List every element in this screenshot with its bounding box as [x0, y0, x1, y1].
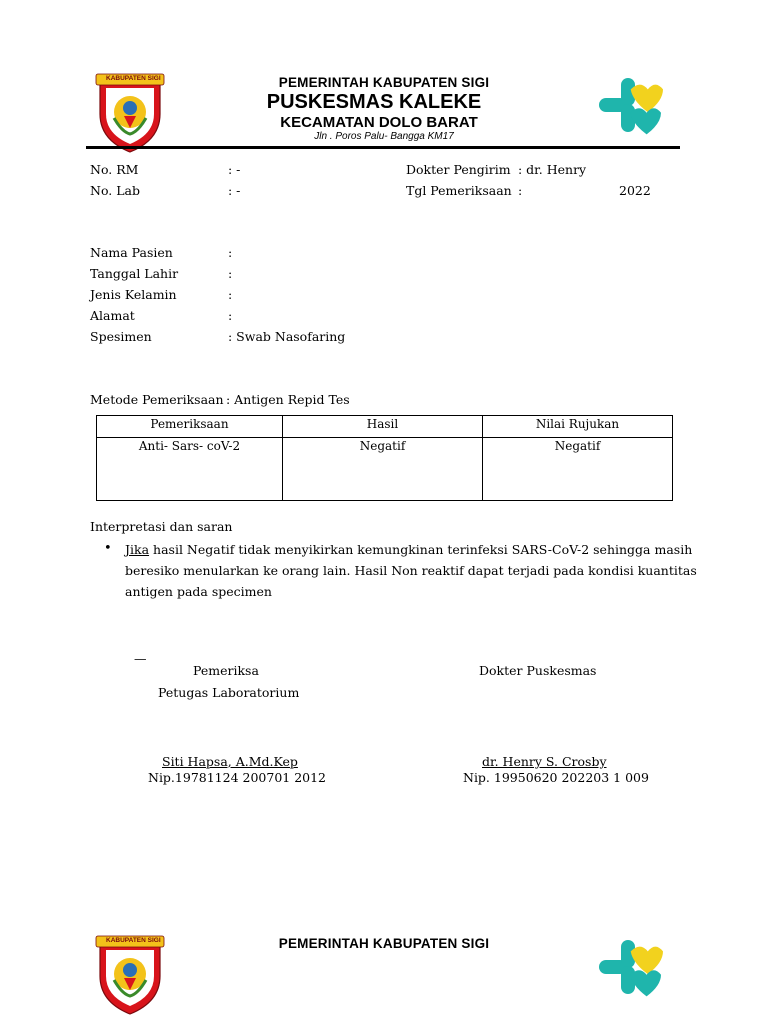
examiner-name: Siti Hapsa, A.Md.Kep [162, 754, 298, 769]
table-header-row [97, 416, 673, 438]
footer-government-title: PEMERINTAH KABUPATEN SIGI [278, 936, 490, 951]
government-title: PEMERINTAH KABUPATEN SIGI [278, 75, 490, 90]
rm-value: : - [228, 162, 241, 177]
kemenkes-logo [593, 72, 673, 140]
table-row [97, 438, 673, 501]
footer-emblem-banner-text: KABUPATEN SIGI [106, 937, 161, 944]
bullet-icon: • [104, 541, 112, 556]
address-label: Alamat [90, 308, 135, 323]
specimen-label: Spesimen [90, 329, 152, 344]
emblem-banner-text: KABUPATEN SIGI [106, 75, 161, 82]
patient-name-value: : [228, 245, 233, 260]
doctor-label: Dokter Pengirim [406, 162, 511, 177]
examiner-title: Pemeriksa [193, 663, 259, 678]
header-nilai-rujukan: Nilai Rujukan [483, 416, 673, 438]
signature-dash: — [134, 651, 147, 666]
sex-value: : [228, 287, 233, 302]
sex-label: Jenis Kelamin [90, 287, 177, 302]
interpretation-line-1 [125, 542, 693, 557]
cell-reference: Negatif [483, 438, 673, 501]
doctor-nip: Nip. 19950620 202203 1 009 [463, 770, 649, 785]
rm-label: No. RM [90, 162, 139, 177]
specimen-value: : Swab Nasofaring [228, 329, 346, 344]
footer-kemenkes-logo [593, 934, 673, 1002]
date-label: Tgl Pemeriksaan [406, 183, 512, 198]
doctor-name: dr. Henry S. Crosby [482, 754, 607, 769]
header-hasil: Hasil [283, 416, 483, 438]
cell-test: Anti- Sars- coV-2 [97, 438, 283, 501]
examiner-nip: Nip.19781124 200701 2012 [148, 770, 327, 785]
interpretation-line-2: beresiko menularkan ke orang lain. Hasil Non reaktif dapat terjadi pada kondisi kuantitas [125, 563, 697, 578]
method-label: Metode Pemeriksaan [90, 392, 224, 407]
date-separator: : [518, 183, 523, 198]
interpretation-line-3: antigen pada specimen [125, 584, 272, 599]
facility-title: PUSKESMAS KALEKE [266, 91, 482, 113]
doctor-title: Dokter Puskesmas [479, 663, 597, 678]
examiner-subtitle: Petugas Laboratorium [158, 685, 300, 700]
header-pemeriksaan: Pemeriksaan [97, 416, 283, 438]
interpretation-title: Interpretasi dan saran [90, 519, 233, 534]
method-value: : Antigen Repid Tes [226, 392, 350, 407]
date-year: 2022 [619, 183, 651, 198]
header-divider [86, 146, 680, 149]
address-value: : [228, 308, 233, 323]
lab-value: : - [228, 183, 241, 198]
doctor-value: : dr. Henry [518, 162, 587, 177]
patient-name-label: Nama Pasien [90, 245, 173, 260]
lab-label: No. Lab [90, 183, 140, 198]
district-title: KECAMATAN DOLO BARAT [280, 114, 478, 131]
dob-label: Tanggal Lahir [90, 266, 179, 281]
cell-result: Negatif [283, 438, 483, 501]
results-table [96, 415, 673, 501]
address-line: Jln . Poros Palu- Bangga KM17 [314, 131, 454, 142]
interpretation-lead-word: Jika [125, 542, 150, 557]
dob-value: : [228, 266, 233, 281]
interpretation-line-1-rest: hasil Negatif tidak menyikirkan kemungkinan terinfeksi SARS-CoV-2 sehingga masih [153, 542, 693, 557]
